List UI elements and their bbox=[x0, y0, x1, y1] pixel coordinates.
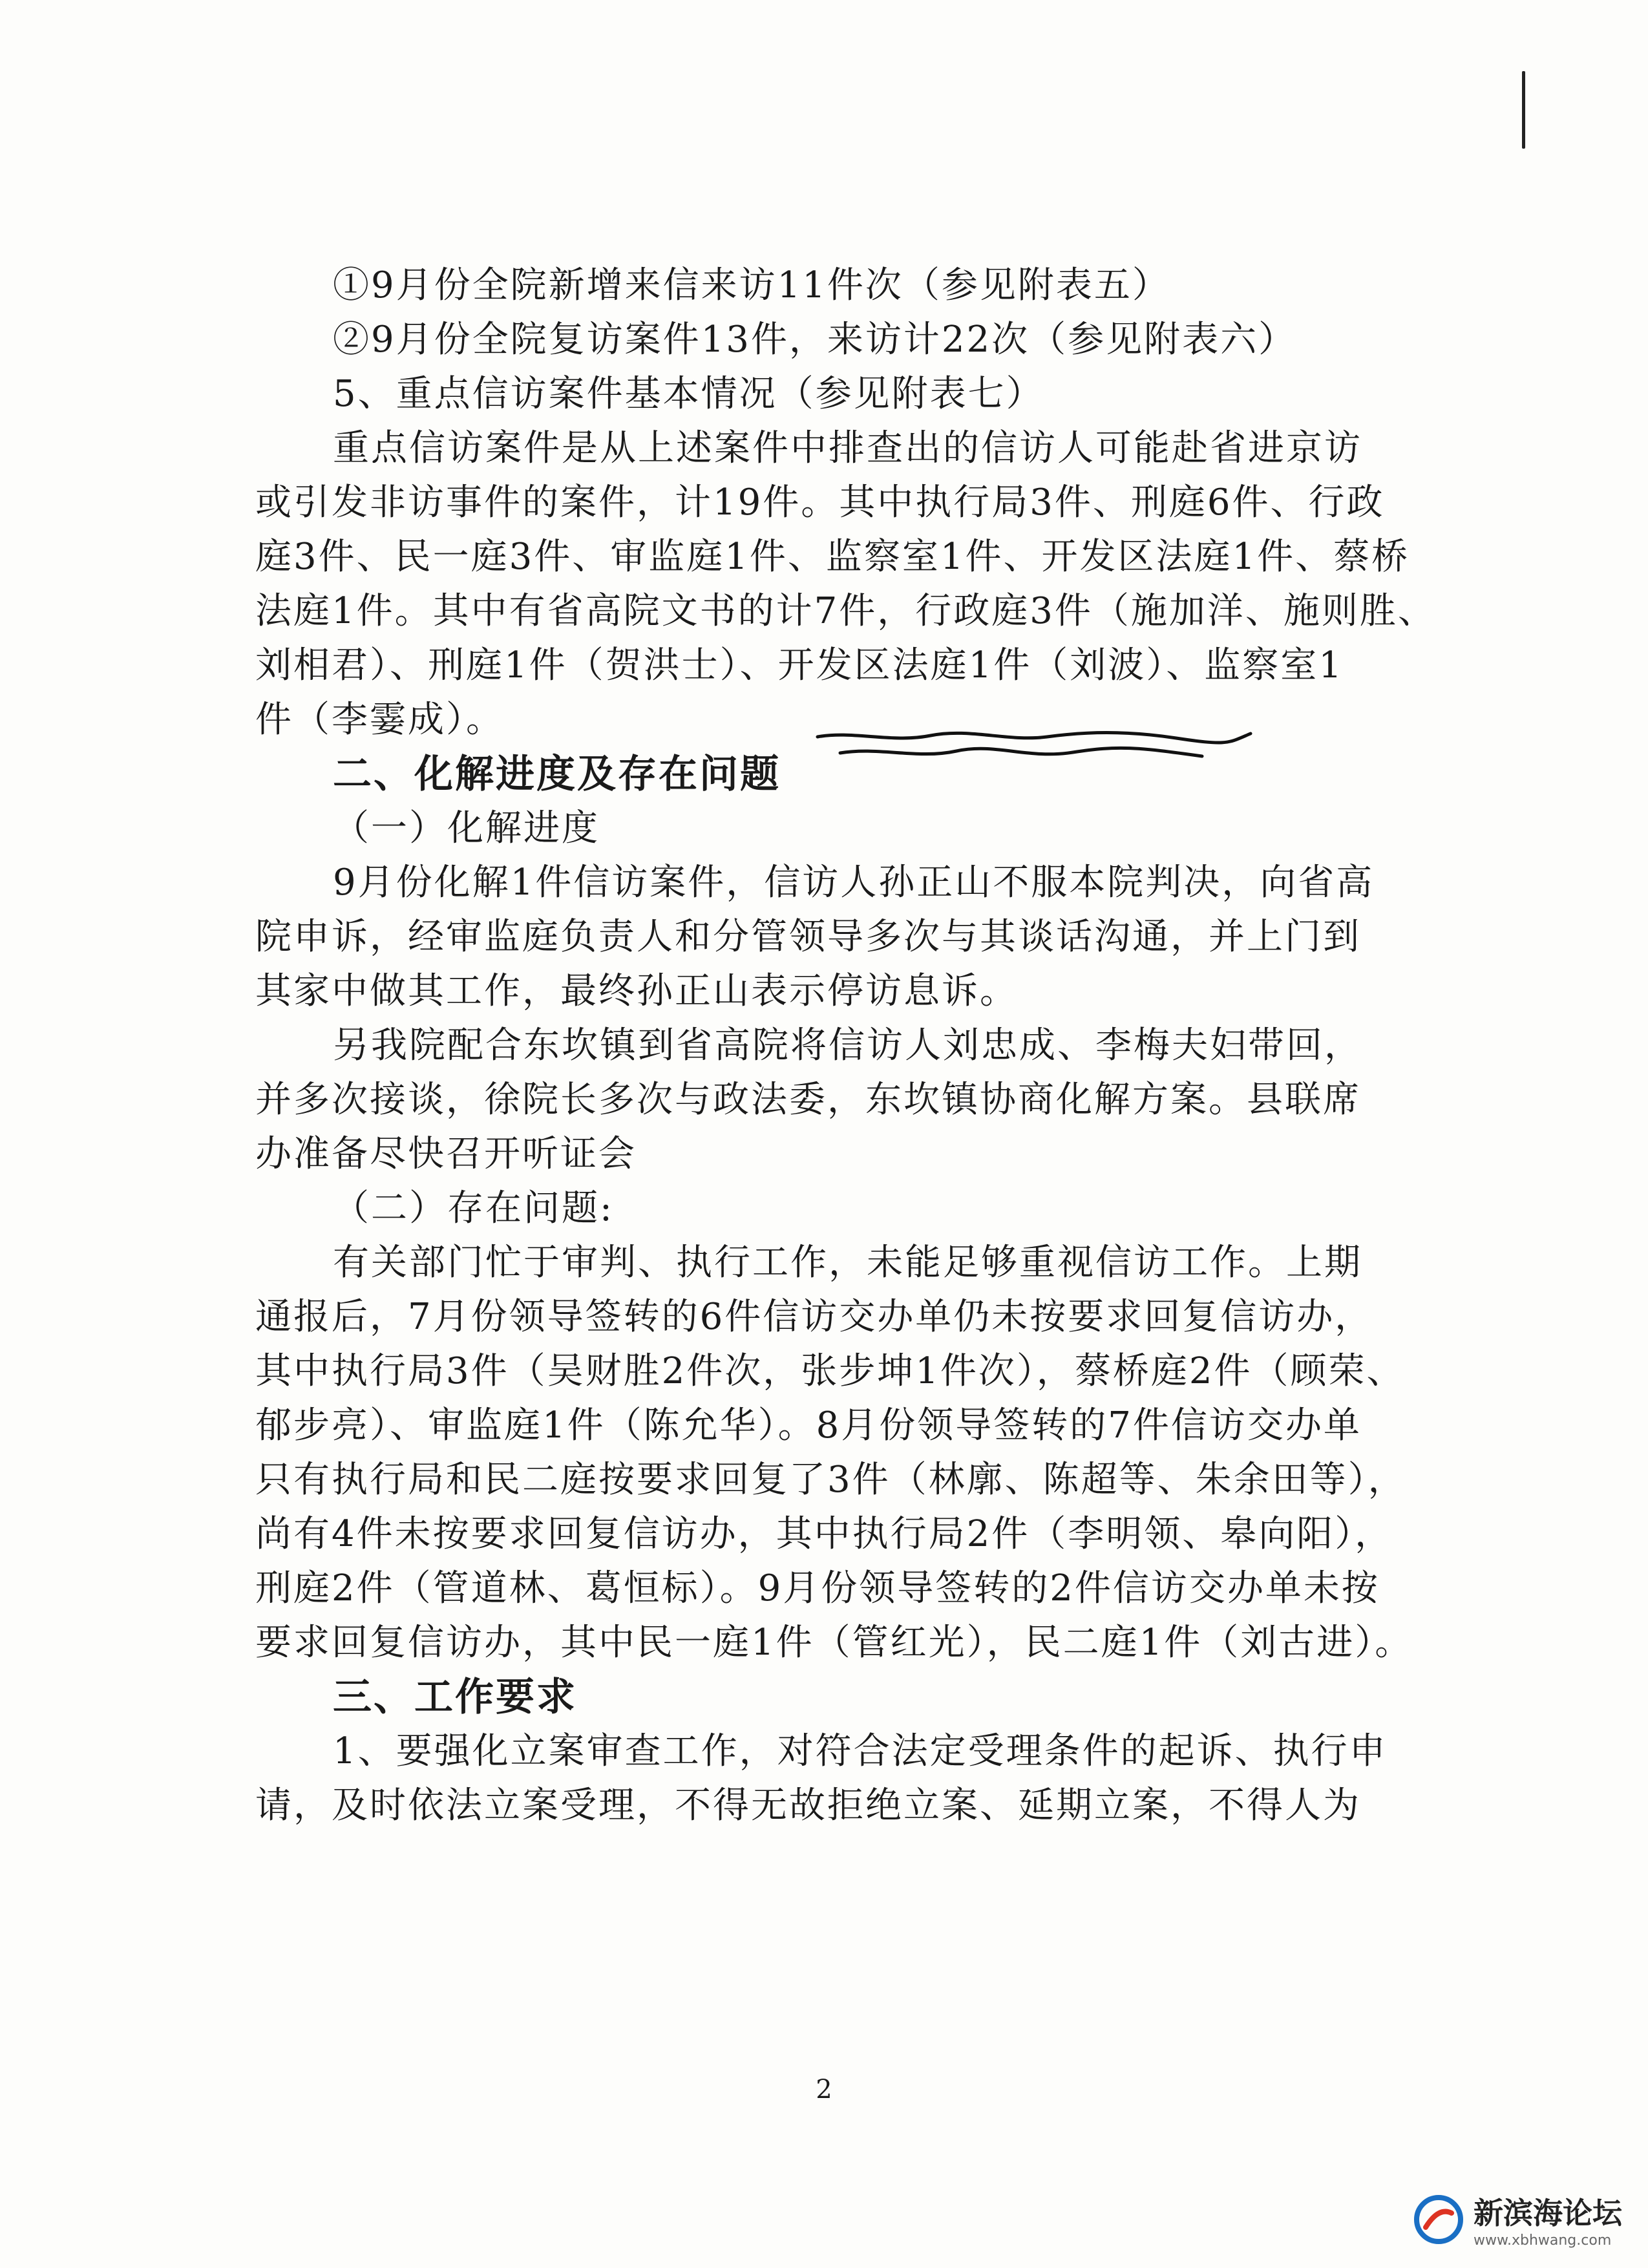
text-line: 或引发非访事件的案件，计19件。其中执行局3件、刑庭6件、行政 bbox=[255, 482, 1385, 524]
text-line: 院申诉，经审监庭负责人和分管领导多次与其谈话沟通，并上门到 bbox=[255, 916, 1361, 958]
section-heading: 二、化解进度及存在问题 bbox=[333, 752, 781, 797]
scan-edge-mark bbox=[1522, 71, 1525, 149]
text-line: 法庭1件。其中有省高院文书的计7件，行政庭3件（施加洋、施则胜、 bbox=[255, 590, 1436, 632]
text-line: 1、要强化立案审查工作，对符合法定受理条件的起诉、执行申 bbox=[333, 1730, 1388, 1772]
text-line: 要求回复信访办，其中民一庭1件（管红光），民二庭1件（刘古进）。 bbox=[255, 1622, 1413, 1664]
watermark-url: www.xbhwang.com bbox=[1474, 2232, 1612, 2249]
text-line: 其家中做其工作，最终孙正山表示停访息诉。 bbox=[255, 970, 1018, 1012]
text-line: 另我院配合东坎镇到省高院将信访人刘忠成、李梅夫妇带回， bbox=[333, 1024, 1362, 1066]
text-line: 只有执行局和民二庭按要求回复了3件（林廓、陈超等、朱余田等）， bbox=[255, 1459, 1406, 1501]
text-line: 有关部门忙于审判、执行工作，未能足够重视信访工作。上期 bbox=[333, 1242, 1362, 1284]
text-line: 通报后，7月份领导签转的6件信访交办单仍未按要求回复信访办， bbox=[255, 1296, 1373, 1338]
text-line: 其中执行局3件（吴财胜2件次，张步坤1件次），蔡桥庭2件（顾荣、 bbox=[255, 1350, 1405, 1392]
text-line: 办准备尽快召开听证会 bbox=[255, 1133, 637, 1175]
watermark-name: 新滨海论坛 bbox=[1474, 2196, 1622, 2231]
text-line: 5、重点信访案件基本情况（参见附表七） bbox=[333, 373, 1044, 415]
text-line: 重点信访案件是从上述案件中排查出的信访人可能赴省进京访 bbox=[333, 427, 1362, 469]
text-line: ②9月份全院复访案件13件，来访计22次（参见附表六） bbox=[333, 319, 1297, 361]
page-number: 2 bbox=[816, 2075, 832, 2104]
text-line: 郁步亮）、审监庭1件（陈允华）。8月份领导签转的7件信访交办单 bbox=[255, 1404, 1362, 1447]
text-line: 刑庭2件（管道林、葛恒标）。9月份领导签转的2件信访交办单未按 bbox=[255, 1567, 1380, 1609]
site-watermark bbox=[1413, 2190, 1622, 2249]
handwritten-underline bbox=[814, 724, 1254, 769]
text-line: ①9月份全院新增来信来访11件次（参见附表五） bbox=[333, 264, 1170, 306]
document-body bbox=[255, 259, 1436, 1833]
text-line: 件（李霎成）。 bbox=[255, 699, 504, 741]
forum-logo-icon bbox=[1413, 2194, 1464, 2245]
text-line: 刘相君）、刑庭1件（贺洪士）、开发区法庭1件（刘波）、监察室1 bbox=[255, 644, 1344, 686]
text-line: 9月份化解1件信访案件，信访人孙正山不服本院判决，向省高 bbox=[333, 862, 1375, 904]
text-line: 请，及时依法立案受理，不得无故拒绝立案、延期立案，不得人为 bbox=[255, 1785, 1361, 1827]
text-line: 尚有4件未按要求回复信访办，其中执行局2件（李明领、皋向阳）， bbox=[255, 1513, 1393, 1555]
text-line: （二）存在问题: bbox=[333, 1187, 614, 1229]
text-line: （一）化解进度 bbox=[333, 807, 600, 849]
text-line: 庭3件、民一庭3件、审监庭1件、监察室1件、开发区法庭1件、蔡桥 bbox=[255, 536, 1410, 578]
text-line: 并多次接谈，徐院长多次与政法委，东坎镇协商化解方案。县联席 bbox=[255, 1079, 1361, 1121]
section-heading: 三、工作要求 bbox=[333, 1675, 577, 1720]
